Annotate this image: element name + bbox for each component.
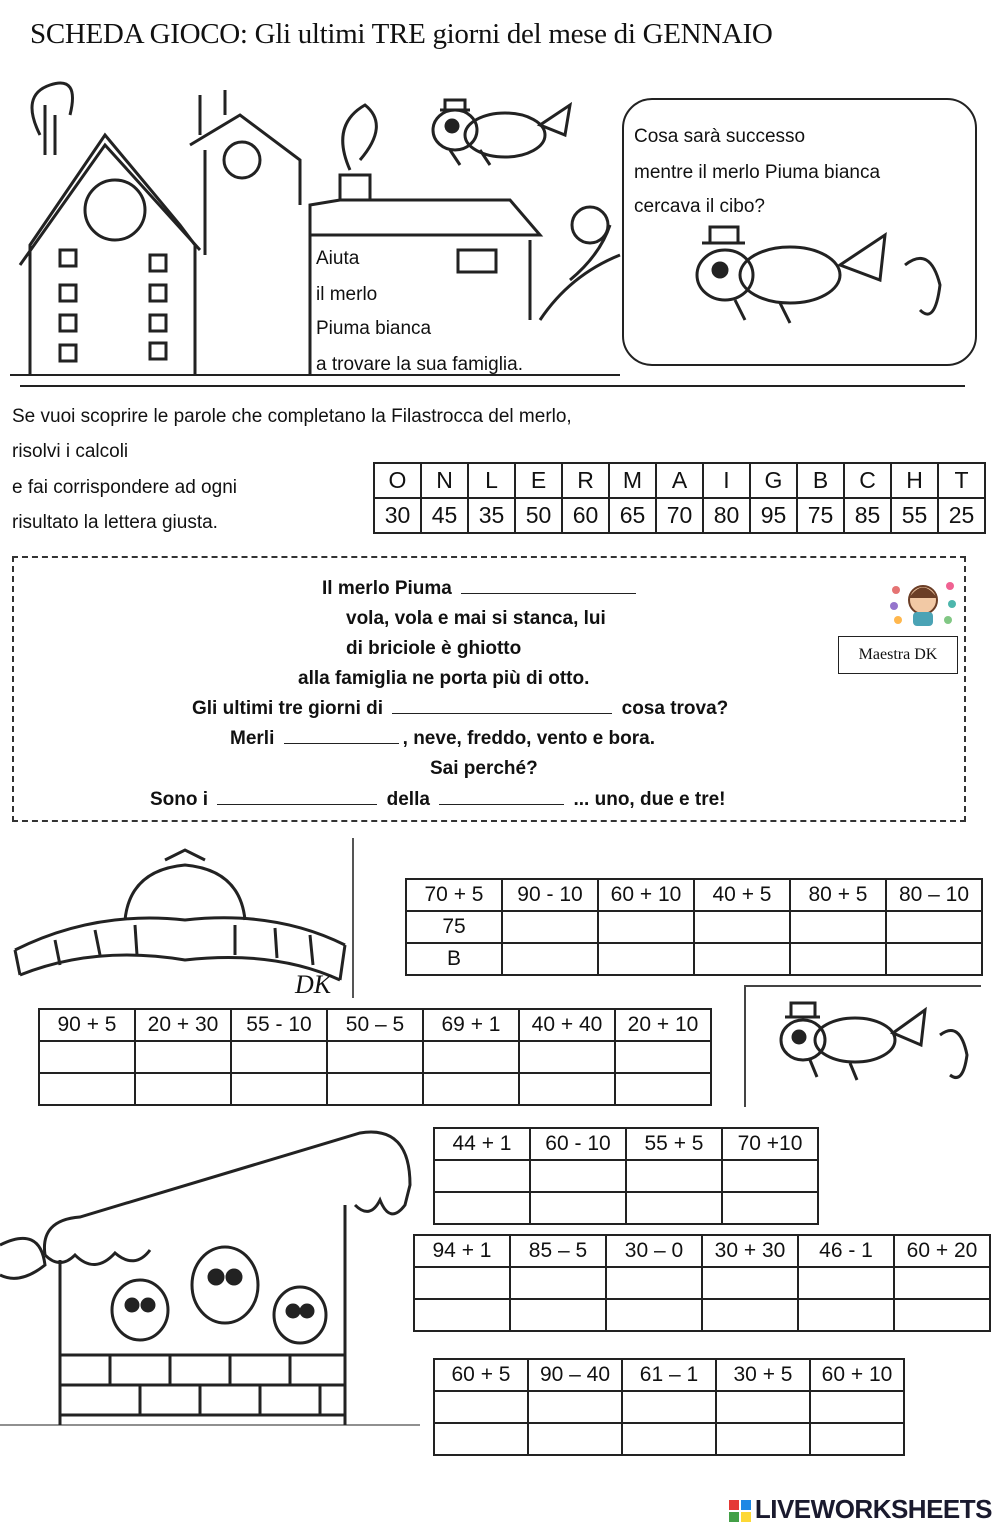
op-cell: 30 + 30 bbox=[702, 1235, 798, 1267]
letter-input[interactable] bbox=[502, 943, 598, 975]
op-cell: 90 + 5 bbox=[39, 1009, 135, 1041]
op-cell: 30 + 5 bbox=[716, 1359, 810, 1391]
key-letter: A bbox=[656, 463, 703, 498]
blank-input[interactable] bbox=[392, 712, 612, 714]
key-number: 80 bbox=[703, 498, 750, 533]
result-input[interactable] bbox=[615, 1041, 711, 1073]
key-number: 55 bbox=[891, 498, 938, 533]
ops-row bbox=[39, 1009, 711, 1041]
result-input[interactable] bbox=[135, 1041, 231, 1073]
op-cell: 60 + 10 bbox=[810, 1359, 904, 1391]
letter-input[interactable] bbox=[615, 1073, 711, 1105]
result-row bbox=[414, 1267, 990, 1299]
speech-line-3: cercava il cibo? bbox=[634, 196, 765, 217]
letter-row bbox=[414, 1299, 990, 1331]
brand-name: LIVEWORKSHEETS bbox=[754, 1494, 992, 1524]
letter-key-table bbox=[373, 462, 986, 534]
instructions-line-3: e fai corrispondere ad ogni bbox=[12, 477, 237, 498]
intro-line-2: il merlo bbox=[316, 284, 378, 305]
result-input[interactable] bbox=[502, 911, 598, 943]
letter-input[interactable] bbox=[810, 1423, 904, 1455]
poem-line-7: Sai perché? bbox=[430, 758, 538, 779]
result-input[interactable] bbox=[414, 1267, 510, 1299]
bird-illustration-top bbox=[420, 90, 580, 170]
op-cell: 55 - 10 bbox=[231, 1009, 327, 1041]
key-letter: H bbox=[891, 463, 938, 498]
lws-logo-icon bbox=[729, 1500, 751, 1522]
result-input[interactable] bbox=[810, 1391, 904, 1423]
ops-row bbox=[434, 1128, 818, 1160]
op-cell: 30 – 0 bbox=[606, 1235, 702, 1267]
key-letter: R bbox=[562, 463, 609, 498]
result-cell: 75 bbox=[406, 911, 502, 943]
result-input[interactable] bbox=[434, 1160, 530, 1192]
letter-input[interactable] bbox=[722, 1192, 818, 1224]
result-input[interactable] bbox=[722, 1160, 818, 1192]
vertical-rule bbox=[352, 838, 354, 998]
speech-line-2: mentre il merlo Piuma bianca bbox=[634, 162, 881, 183]
result-input[interactable] bbox=[510, 1267, 606, 1299]
letter-input[interactable] bbox=[519, 1073, 615, 1105]
op-cell: 90 - 10 bbox=[502, 879, 598, 911]
op-cell: 70 +10 bbox=[722, 1128, 818, 1160]
op-cell: 61 – 1 bbox=[622, 1359, 716, 1391]
key-number: 30 bbox=[374, 498, 421, 533]
key-letter: O bbox=[374, 463, 421, 498]
letter-row bbox=[39, 1073, 711, 1105]
key-number: 70 bbox=[656, 498, 703, 533]
letter-row bbox=[434, 1192, 818, 1224]
result-input[interactable] bbox=[434, 1391, 528, 1423]
bird-family-illustration bbox=[0, 1125, 420, 1445]
op-cell: 60 + 20 bbox=[894, 1235, 990, 1267]
key-letter: N bbox=[421, 463, 468, 498]
intro-line-1: Aiuta bbox=[316, 248, 360, 269]
key-letter: M bbox=[609, 463, 656, 498]
result-row bbox=[406, 911, 982, 943]
key-letter: B bbox=[797, 463, 844, 498]
key-number: 25 bbox=[938, 498, 985, 533]
intro-line-4: a trovare la sua famiglia. bbox=[316, 354, 523, 375]
op-cell: 60 + 5 bbox=[434, 1359, 528, 1391]
intro-line-3: Piuma bianca bbox=[316, 318, 432, 339]
letter-input[interactable] bbox=[598, 943, 694, 975]
avatar-icon bbox=[888, 572, 958, 632]
op-cell: 69 + 1 bbox=[423, 1009, 519, 1041]
letter-row bbox=[406, 943, 982, 975]
letter-row bbox=[434, 1423, 904, 1455]
op-cell: 20 + 10 bbox=[615, 1009, 711, 1041]
op-cell: 20 + 30 bbox=[135, 1009, 231, 1041]
letter-input[interactable] bbox=[530, 1192, 626, 1224]
result-input[interactable] bbox=[622, 1391, 716, 1423]
key-letter: C bbox=[844, 463, 891, 498]
letter-input[interactable] bbox=[528, 1423, 622, 1455]
letter-input[interactable] bbox=[790, 943, 886, 975]
result-input[interactable] bbox=[702, 1267, 798, 1299]
blank-input[interactable] bbox=[217, 803, 377, 805]
letter-input[interactable] bbox=[135, 1073, 231, 1105]
calc-table-1 bbox=[405, 878, 983, 976]
op-cell: 44 + 1 bbox=[434, 1128, 530, 1160]
instructions-line-2: risolvi i calcoli bbox=[12, 441, 129, 462]
key-number: 50 bbox=[515, 498, 562, 533]
poem-line-6a: Merli bbox=[230, 728, 275, 749]
op-cell: 85 – 5 bbox=[510, 1235, 606, 1267]
teacher-badge: Maestra DK bbox=[838, 636, 958, 674]
letter-input[interactable] bbox=[606, 1299, 702, 1331]
liveworksheets-logo bbox=[729, 1494, 992, 1525]
result-input[interactable] bbox=[886, 911, 982, 943]
poem-line-5b: cosa trova? bbox=[621, 698, 729, 719]
ops-row bbox=[434, 1359, 904, 1391]
key-letter: L bbox=[468, 463, 515, 498]
blank-input[interactable] bbox=[461, 592, 636, 594]
result-input[interactable] bbox=[528, 1391, 622, 1423]
key-number: 45 bbox=[421, 498, 468, 533]
op-cell: 90 – 40 bbox=[528, 1359, 622, 1391]
poem-line-4: alla famiglia ne porta più di otto. bbox=[298, 668, 590, 689]
op-cell: 40 + 5 bbox=[694, 879, 790, 911]
result-input[interactable] bbox=[606, 1267, 702, 1299]
op-cell: 50 – 5 bbox=[327, 1009, 423, 1041]
result-input[interactable] bbox=[894, 1267, 990, 1299]
key-letter: T bbox=[938, 463, 985, 498]
key-letter: I bbox=[703, 463, 750, 498]
letter-input[interactable] bbox=[39, 1073, 135, 1105]
letter-input[interactable] bbox=[798, 1299, 894, 1331]
calc-table-3 bbox=[433, 1127, 819, 1225]
result-input[interactable] bbox=[716, 1391, 810, 1423]
op-cell: 94 + 1 bbox=[414, 1235, 510, 1267]
op-cell: 60 + 10 bbox=[598, 879, 694, 911]
result-input[interactable] bbox=[519, 1041, 615, 1073]
divider bbox=[20, 385, 965, 387]
poem-line-1: Il merlo Piuma bbox=[322, 578, 452, 599]
op-cell: 55 + 5 bbox=[626, 1128, 722, 1160]
poem-box bbox=[12, 556, 966, 822]
result-row bbox=[39, 1041, 711, 1073]
key-number: 75 bbox=[797, 498, 844, 533]
result-input[interactable] bbox=[598, 911, 694, 943]
letter-input[interactable] bbox=[894, 1299, 990, 1331]
letter-input[interactable] bbox=[231, 1073, 327, 1105]
poem-line-2: vola, vola e mai si stanca, lui bbox=[346, 608, 606, 629]
letter-input[interactable] bbox=[434, 1192, 530, 1224]
letter-input[interactable] bbox=[702, 1299, 798, 1331]
result-input[interactable] bbox=[530, 1160, 626, 1192]
calc-table-2 bbox=[38, 1008, 712, 1106]
page-title: SCHEDA GIOCO: Gli ultimi TRE giorni del mese di GENNAIO bbox=[30, 18, 773, 50]
letter-input[interactable] bbox=[886, 943, 982, 975]
ops-row bbox=[406, 879, 982, 911]
result-input[interactable] bbox=[798, 1267, 894, 1299]
poem-line-8a: Sono i bbox=[150, 789, 209, 810]
letter-input[interactable] bbox=[716, 1423, 810, 1455]
key-number: 60 bbox=[562, 498, 609, 533]
letter-key-letters-row bbox=[374, 463, 985, 498]
letter-input[interactable] bbox=[622, 1423, 716, 1455]
letter-key-numbers-row bbox=[374, 498, 985, 533]
letter-input[interactable] bbox=[414, 1299, 510, 1331]
poem-line-8c: ... uno, due e tre! bbox=[573, 789, 726, 810]
op-cell: 60 - 10 bbox=[530, 1128, 626, 1160]
instructions-line-1: Se vuoi scoprire le parole che completano la Filastrocca del merlo, bbox=[12, 406, 572, 427]
letter-cell: B bbox=[406, 943, 502, 975]
op-cell: 80 – 10 bbox=[886, 879, 982, 911]
op-cell: 40 + 40 bbox=[519, 1009, 615, 1041]
op-cell: 70 + 5 bbox=[406, 879, 502, 911]
op-cell: 80 + 5 bbox=[790, 879, 886, 911]
poem-line-5a: Gli ultimi tre giorni di bbox=[192, 698, 384, 719]
letter-input[interactable] bbox=[694, 943, 790, 975]
signature: DK bbox=[295, 970, 332, 999]
poem-line-8b: della bbox=[386, 789, 430, 810]
result-input[interactable] bbox=[327, 1041, 423, 1073]
letter-input[interactable] bbox=[626, 1192, 722, 1224]
key-letter: E bbox=[515, 463, 562, 498]
letter-input[interactable] bbox=[423, 1073, 519, 1105]
letter-input[interactable] bbox=[327, 1073, 423, 1105]
result-input[interactable] bbox=[790, 911, 886, 943]
blank-input[interactable] bbox=[439, 803, 564, 805]
ops-row bbox=[414, 1235, 990, 1267]
op-cell: 46 - 1 bbox=[798, 1235, 894, 1267]
blank-input[interactable] bbox=[284, 742, 399, 744]
result-row bbox=[434, 1391, 904, 1423]
poem-line-6b: , neve, freddo, vento e bora. bbox=[402, 728, 655, 749]
letter-input[interactable] bbox=[510, 1299, 606, 1331]
result-row bbox=[434, 1160, 818, 1192]
key-number: 95 bbox=[750, 498, 797, 533]
bird-illustration-bottom bbox=[775, 995, 975, 1085]
result-input[interactable] bbox=[231, 1041, 327, 1073]
calc-table-5 bbox=[433, 1358, 905, 1456]
result-input[interactable] bbox=[626, 1160, 722, 1192]
calc-table-4 bbox=[413, 1234, 991, 1332]
result-input[interactable] bbox=[423, 1041, 519, 1073]
instructions-line-4: risultato la lettera giusta. bbox=[12, 512, 218, 533]
key-number: 85 bbox=[844, 498, 891, 533]
poem-line-3: di briciole è ghiotto bbox=[346, 638, 522, 659]
result-input[interactable] bbox=[694, 911, 790, 943]
bird-illustration-bubble bbox=[690, 215, 950, 335]
key-number: 35 bbox=[468, 498, 515, 533]
key-number: 65 bbox=[609, 498, 656, 533]
key-letter: G bbox=[750, 463, 797, 498]
result-input[interactable] bbox=[39, 1041, 135, 1073]
speech-line-1: Cosa sarà successo bbox=[634, 126, 806, 147]
letter-input[interactable] bbox=[434, 1423, 528, 1455]
